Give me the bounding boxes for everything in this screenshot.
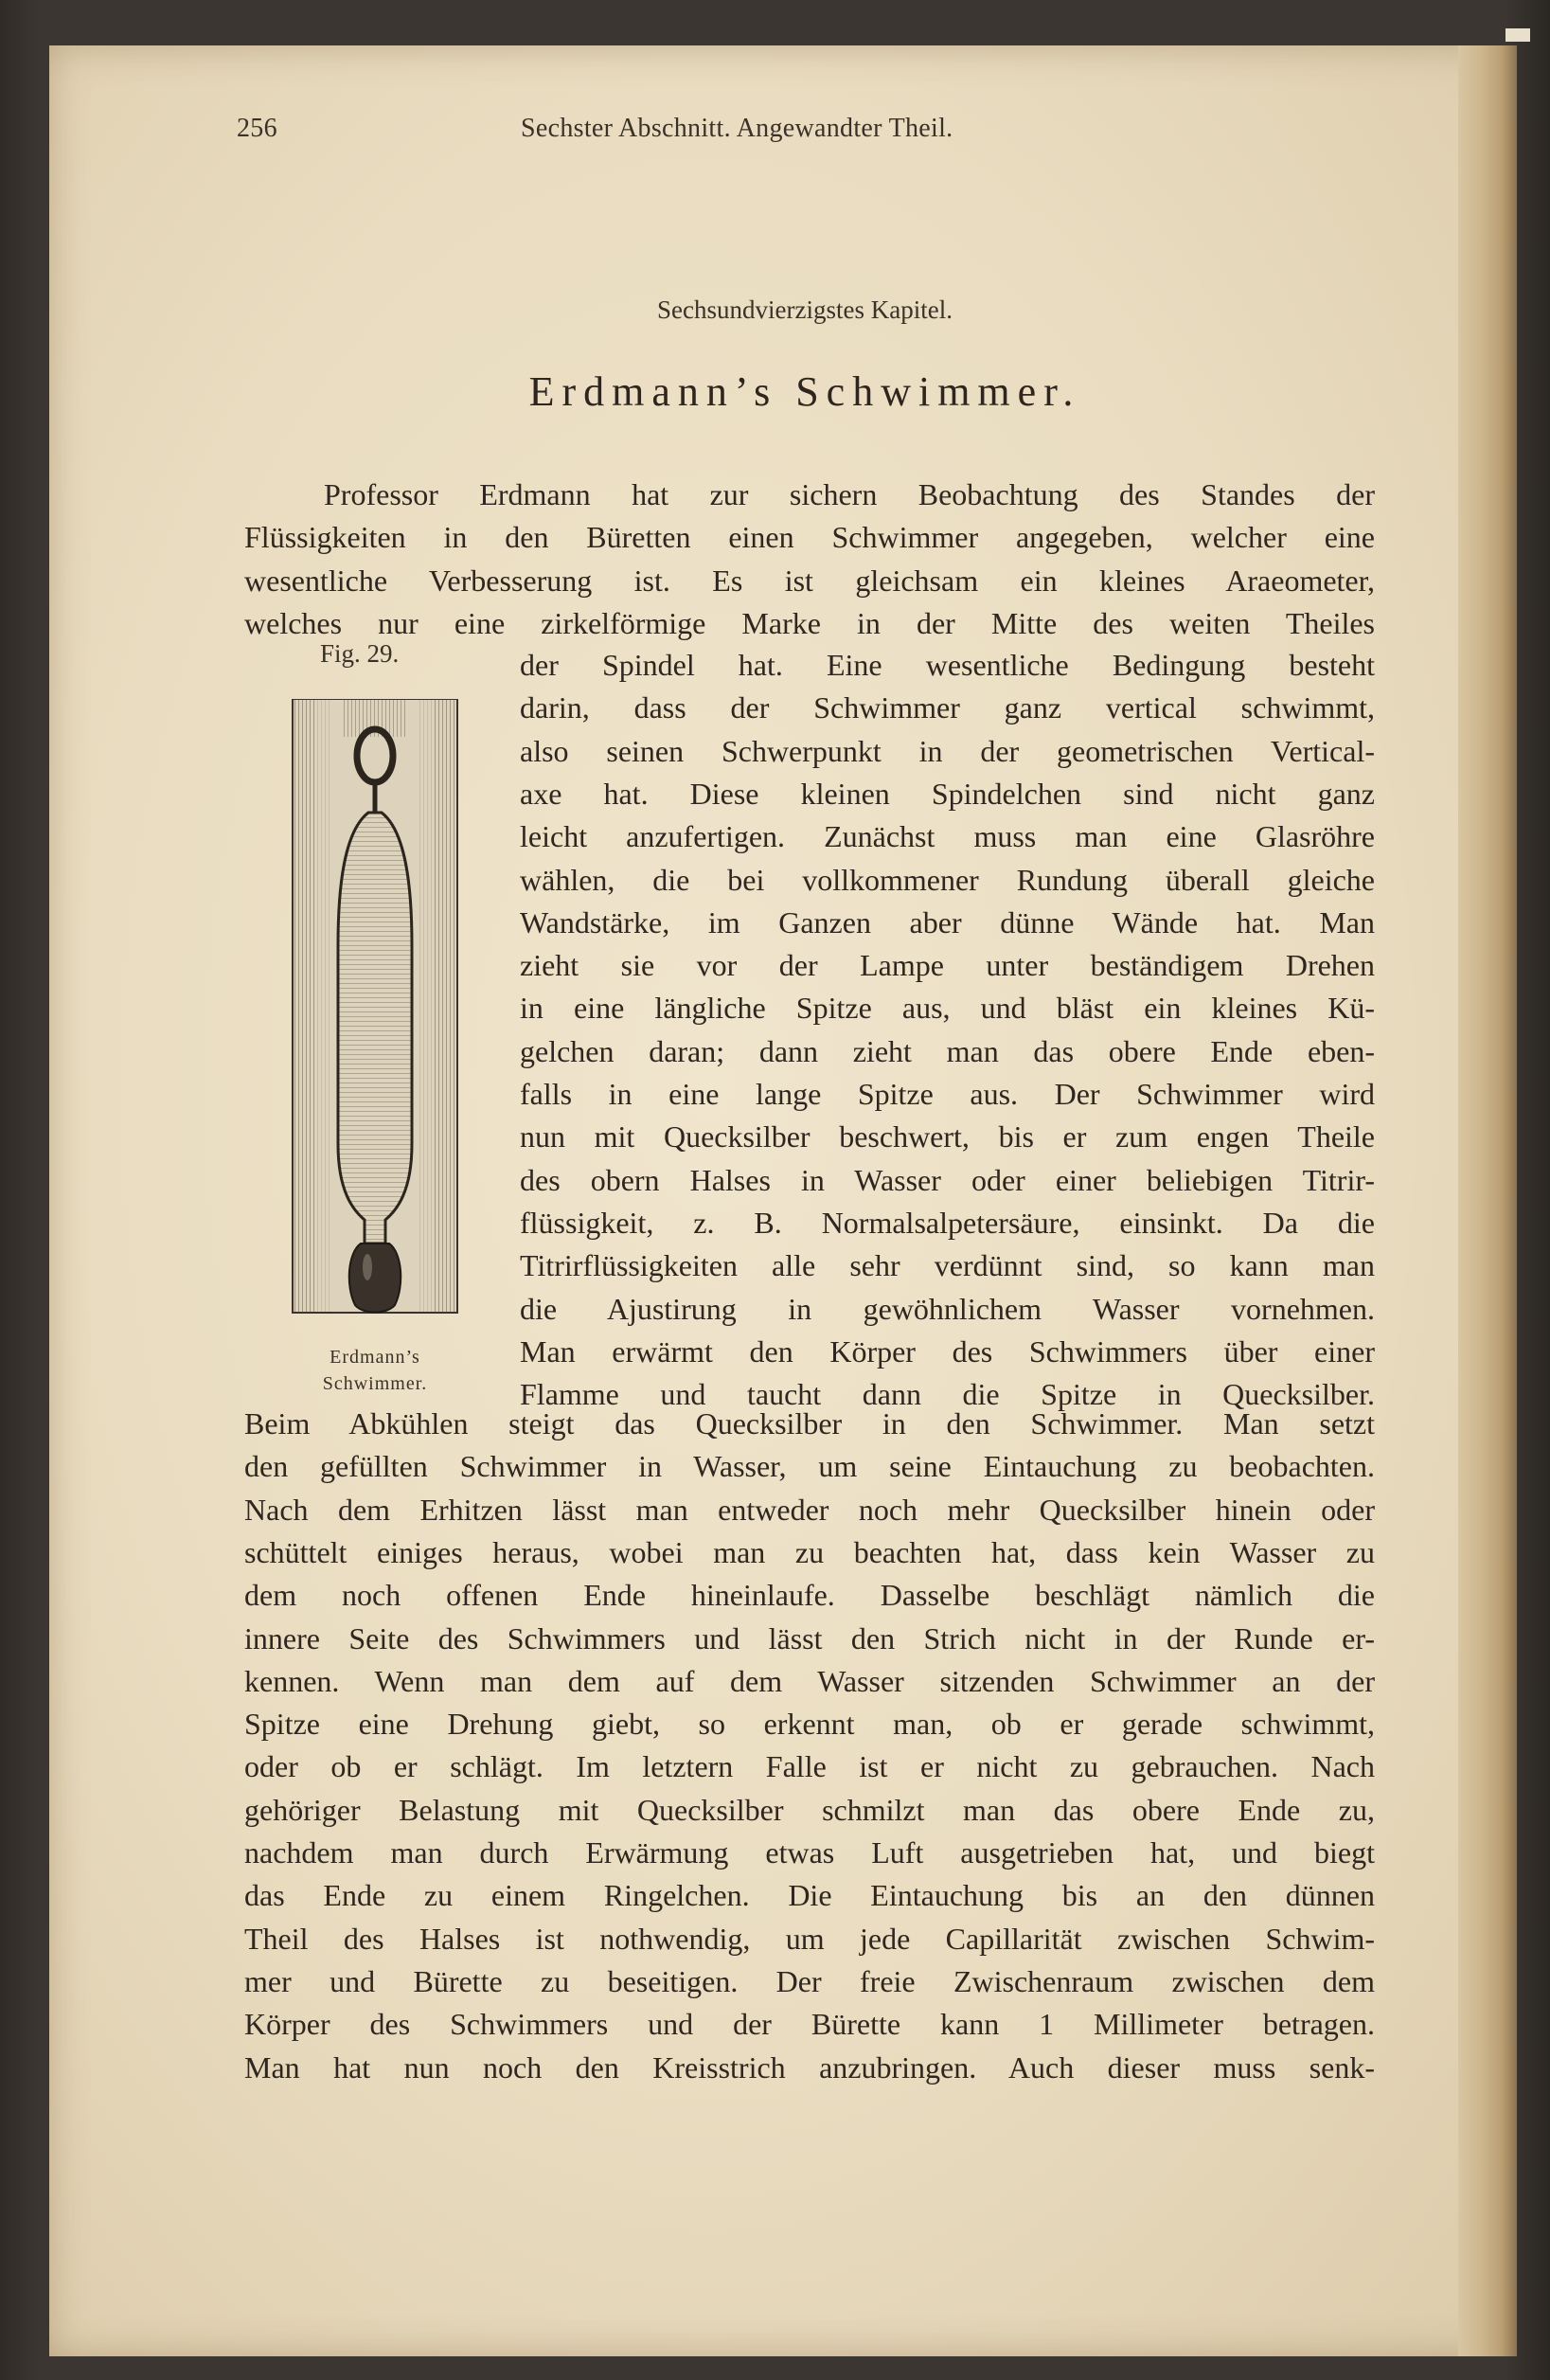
text-line: Theil des Halses ist nothwendig, um jede Capillarität zwischen Schwim-	[244, 1921, 1375, 1956]
text-line: Beim Abkühlen steigt das Quecksilber in den Schwimmer. Man setzt	[244, 1406, 1375, 1441]
text-line: gehöriger Belastung mit Quecksilber schmilzt man das obere Ende zu,	[244, 1792, 1375, 1827]
figure-caption-line-1: Erdmann’s	[330, 1347, 420, 1368]
text-line: Flüssigkeiten in den Büretten einen Schwimmer angegeben, welcher eine	[244, 520, 1375, 555]
text-line: gelchen daran; dann zieht man das obere Ende eben-	[520, 1033, 1375, 1068]
text-line: also seinen Schwerpunkt in der geometrischen Vertical-	[520, 733, 1375, 768]
text-line: innere Seite des Schwimmers und lässt den Strich nicht in der Runde er-	[244, 1620, 1375, 1655]
text-line: falls in eine lange Spitze aus. Der Schwimmer wird	[520, 1077, 1375, 1111]
text-line: welches nur eine zirkelförmige Marke in der Mitte des weiten Theiles	[244, 605, 1375, 640]
text-line: die Ajustirung in gewöhnlichem Wasser vornehmen.	[520, 1291, 1375, 1326]
text-line: nun mit Quecksilber beschwert, bis er zum engen Theile	[520, 1119, 1375, 1154]
text-line: darin, dass der Schwimmer ganz vertical schwimmt,	[520, 690, 1375, 725]
text-line: wesentliche Verbesserung ist. Es ist gleichsam ein kleines Araeometer,	[244, 563, 1375, 598]
text-line: nachdem man durch Erwärmung etwas Luft ausgetrieben hat, und biegt	[244, 1835, 1375, 1870]
text-line: wählen, die bei vollkommener Rundung überall gleiche	[520, 862, 1375, 897]
text-line: des obern Halses in Wasser oder einer beliebigen Titrir-	[520, 1162, 1375, 1197]
figure-caption-line-2: Schwimmer.	[322, 1373, 428, 1394]
chapter-label: Sechsundvierzigstes Kapitel.	[657, 295, 953, 324]
text-line: Man erwärmt den Körper des Schwimmers über einer	[520, 1333, 1375, 1369]
text-line: dem noch offenen Ende hineinlaufe. Dasselbe beschlägt nämlich die	[244, 1578, 1375, 1613]
text-line: Spitze eine Drehung giebt, so erkennt man, ob er gerade schwimmt,	[244, 1707, 1375, 1742]
erdmann-float-illustration	[287, 699, 463, 1315]
text-line: flüssigkeit, z. B. Normalsalpetersäure, einsinkt. Da die	[520, 1205, 1375, 1240]
page-number: 256	[237, 114, 277, 143]
text-line: Titrirflüssigkeiten alle sehr verdünnt sind, so kann man	[520, 1248, 1375, 1283]
chapter-title: Erdmann’s Schwimmer.	[528, 368, 1081, 415]
text-line: axe hat. Diese kleinen Spindelchen sind nicht ganz	[520, 776, 1375, 811]
text-line: der Spindel hat. Eine wesentliche Bedingung besteht	[520, 648, 1375, 682]
figure-label: Fig. 29.	[320, 639, 400, 668]
page-gutter-edge	[1458, 45, 1517, 2356]
text-line: den gefüllten Schwimmer in Wasser, um seine Eintauchung zu beobachten.	[244, 1449, 1375, 1484]
text-line: kennen. Wenn man dem auf dem Wasser sitzenden Schwimmer an der	[244, 1663, 1375, 1698]
text-line: Man hat nun noch den Kreisstrich anzubringen. Auch dieser muss senk-	[244, 2049, 1375, 2085]
text-line: Professor Erdmann hat zur sichern Beobachtung des Standes der	[324, 477, 1375, 511]
text-line: in eine längliche Spitze aus, und bläst ein kleines Kü-	[520, 991, 1375, 1026]
text-line: das Ende zu einem Ringelchen. Die Eintauchung bis an den dünnen	[244, 1878, 1375, 1913]
text-line: zieht sie vor der Lampe unter beständigem Drehen	[520, 948, 1375, 983]
text-line: oder ob er schlägt. Im letztern Falle ist er nicht zu gebrauchen. Nach	[244, 1749, 1375, 1784]
page-header	[237, 114, 1373, 152]
text-line: Flamme und taucht dann die Spitze in Quecksilber.	[520, 1377, 1375, 1412]
running-head: Sechster Abschnitt. Angewandter Theil.	[521, 114, 953, 143]
text-line: Nach dem Erhitzen lässt man entweder noch mehr Quecksilber hinein oder	[244, 1492, 1375, 1527]
text-line: Körper des Schwimmers und der Bürette kann 1 Millimeter betragen.	[244, 2007, 1375, 2042]
text-line: schüttelt einiges heraus, wobei man zu beachten hat, dass kein Wasser zu	[244, 1534, 1375, 1569]
corner-mark	[1505, 28, 1530, 42]
text-line: leicht anzufertigen. Zunächst muss man eine Glasröhre	[520, 819, 1375, 854]
text-line: mer und Bürette zu beseitigen. Der freie Zwischenraum zwischen dem	[244, 1963, 1375, 1998]
text-line: Wandstärke, im Ganzen aber dünne Wände hat. Man	[520, 904, 1375, 939]
